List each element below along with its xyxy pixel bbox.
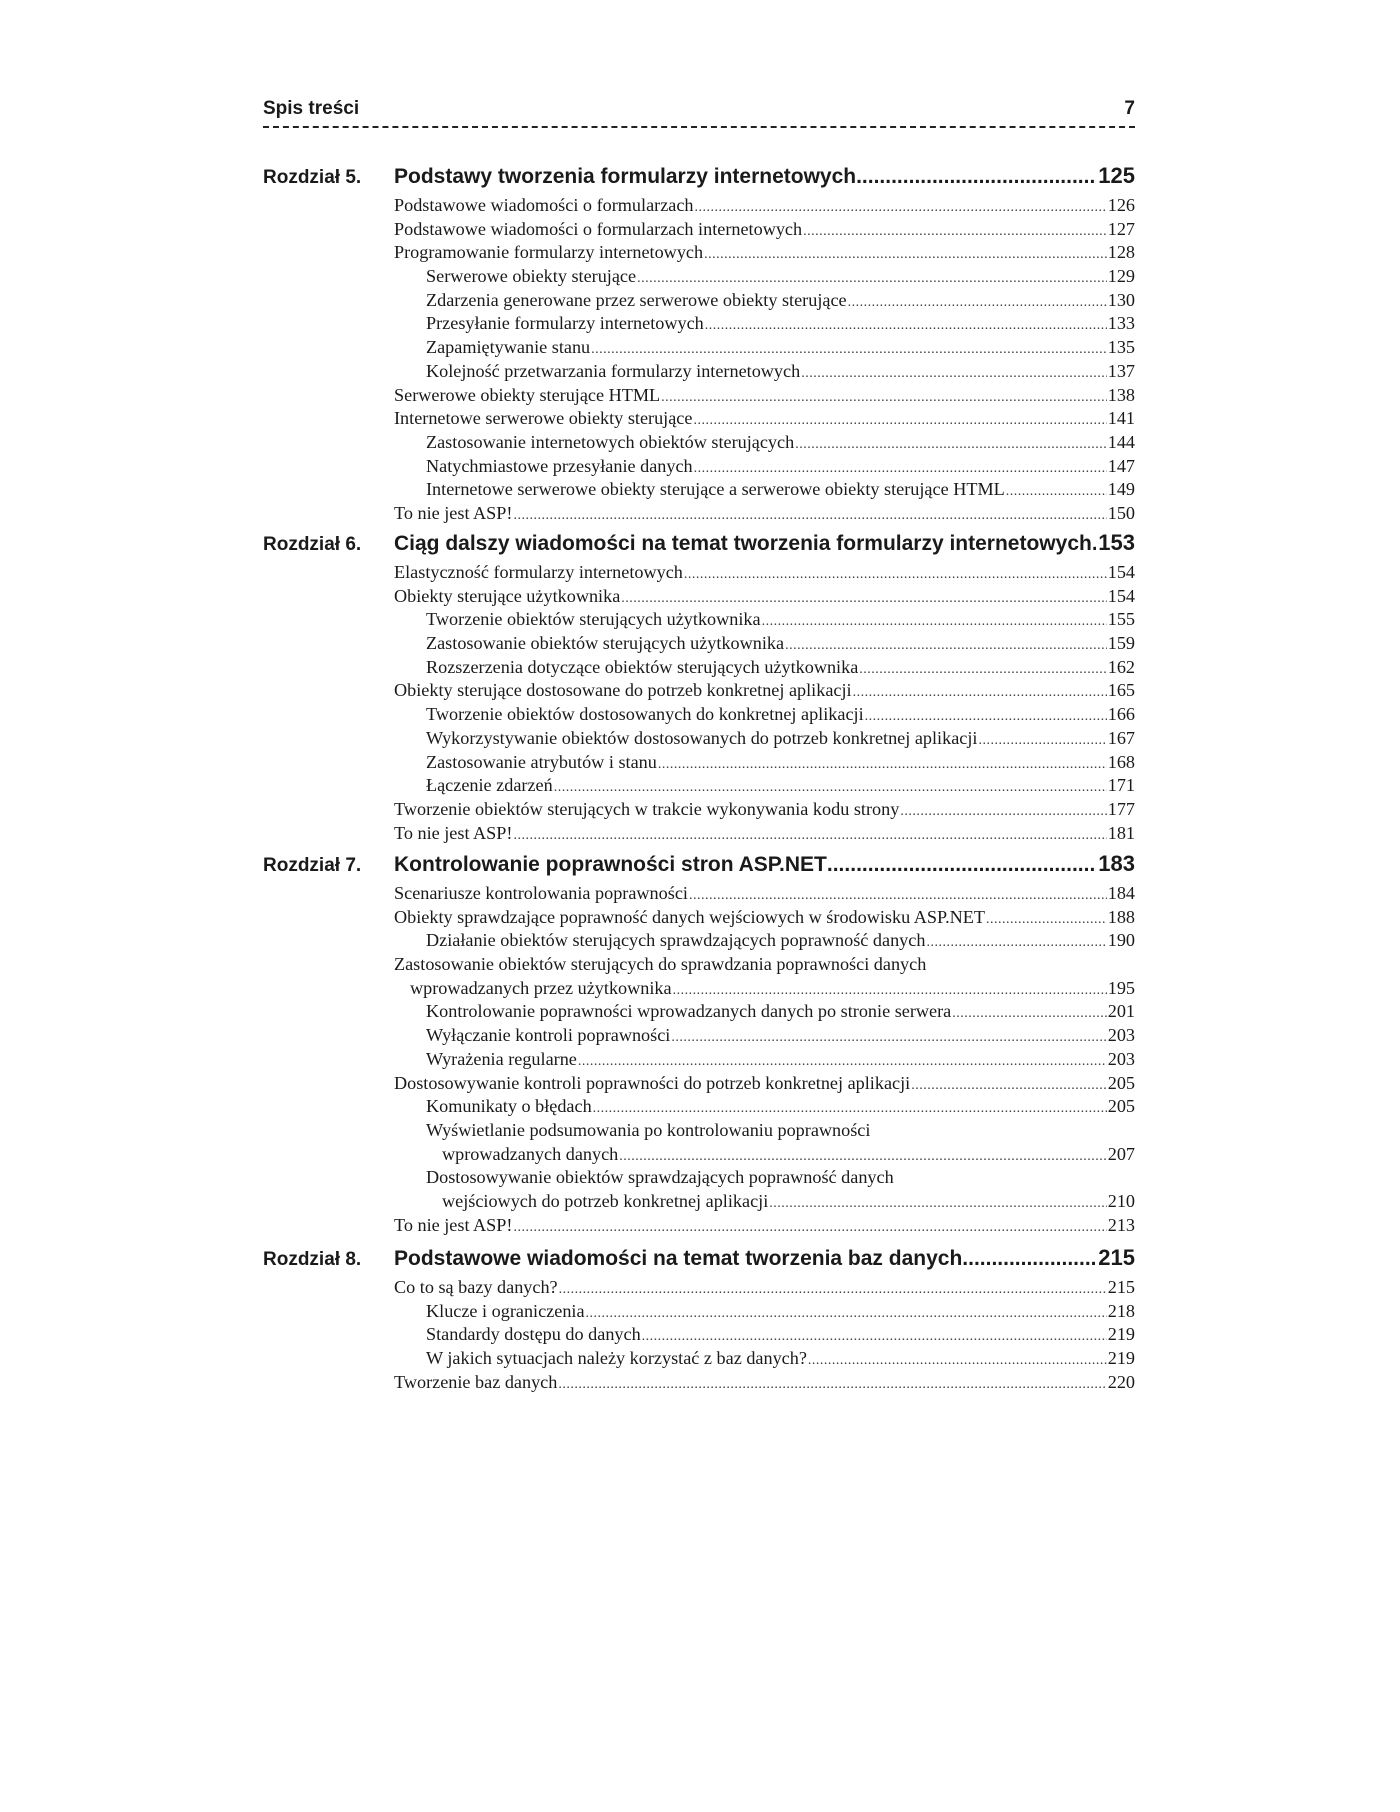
toc-subentry-first-line: Dostosowywanie obiektów sprawdzających poprawność danych (426, 1167, 894, 1188)
header-title: Spis treści (263, 98, 360, 119)
chapter-entries (394, 561, 1135, 845)
leader-dots (827, 853, 1096, 877)
toc-subentry: Standardy dostępu do danych ..... 219 (394, 1323, 1135, 1347)
toc-subentry: Komunikaty o błędach ..... 205 (394, 1095, 1135, 1119)
toc-subentry: Natychmiastowe przesyłanie danych ..... 147 (394, 455, 1135, 479)
toc-entry: To nie jest ASP! ..... 213 (394, 1214, 1135, 1238)
toc-subentry: W jakich sytuacjach należy korzystać z baz danych? ..... 219 (394, 1347, 1135, 1371)
toc-subentry: Wykorzystywanie obiektów dostosowanych do potrzeb konkretnej aplikacji ..... 167 (394, 727, 1135, 751)
toc-entry: Co to są bazy danych? ..... 215 (394, 1276, 1135, 1300)
toc-entry: Obiekty sprawdzające poprawność danych wejściowych w środowisku ASP.NET ..... 188 (394, 906, 1135, 930)
toc-entry: Podstawowe wiadomości o formularzach internetowych ..... 127 (394, 218, 1135, 242)
toc-entry: Tworzenie obiektów sterujących w trakcie wykonywania kodu strony ..... 177 (394, 798, 1135, 822)
running-header (263, 96, 1135, 128)
toc-subentry: Wyrażenia regularne ..... 203 (394, 1048, 1135, 1072)
chapter-label: Rozdział 5. (263, 167, 362, 188)
toc-entry: Programowanie formularzy internetowych ..... 128 (394, 241, 1135, 265)
toc-subentry: Rozszerzenia dotyczące obiektów sterujących użytkownika ..... 162 (394, 656, 1135, 680)
toc-subentry: Zapamiętywanie stanu ..... 135 (394, 336, 1135, 360)
toc-entry: Obiekty sterujące użytkownika ..... 154 (394, 585, 1135, 609)
toc-subentry: Zastosowanie atrybutów i stanu ..... 168 (394, 751, 1135, 775)
chapter-page: 215 (1098, 1245, 1135, 1270)
chapter-heading (263, 851, 1135, 882)
leader-dots (856, 165, 1096, 189)
chapter-entries (394, 882, 1135, 1237)
chapter-heading (263, 1245, 1135, 1276)
toc-entry: Podstawowe wiadomości o formularzach ..... 126 (394, 194, 1135, 218)
toc-entry: To nie jest ASP! ..... 181 (394, 822, 1135, 846)
toc-subentry: Serwerowe obiekty sterujące ..... 129 (394, 265, 1135, 289)
chapter-heading (263, 530, 1135, 561)
toc-subentry: Kontrolowanie poprawności wprowadzanych danych po stronie serwera ..... 201 (394, 1000, 1135, 1024)
leader-dots (962, 1247, 1096, 1271)
toc-entry: Obiekty sterujące dostosowane do potrzeb konkretnej aplikacji ..... 165 (394, 679, 1135, 703)
chapter-label: Rozdział 6. (263, 534, 362, 555)
chapter-7 (263, 851, 1135, 1237)
chapter-entries (394, 1276, 1135, 1394)
toc-subentry: Zastosowanie internetowych obiektów sterujących ..... 144 (394, 431, 1135, 455)
toc-entry: To nie jest ASP! ..... 150 (394, 502, 1135, 526)
toc-entry: Internetowe serwerowe obiekty sterujące ..... 141 (394, 407, 1135, 431)
chapter-label: Rozdział 8. (263, 1249, 362, 1270)
chapter-title: Kontrolowanie poprawności stron ASP.NET (394, 853, 827, 876)
chapter-title: Ciąg dalszy wiadomości na temat tworzenia formularzy internetowych (394, 532, 1092, 555)
chapter-page: 125 (1098, 163, 1135, 188)
toc-entry: Scenariusze kontrolowania poprawności ..... 184 (394, 882, 1135, 906)
header-page-number: 7 (1124, 98, 1135, 119)
toc-subentry: wprowadzanych danych ..... 207 (394, 1143, 1135, 1167)
toc-subentry: wejściowych do potrzeb konkretnej aplikacji ..... 210 (394, 1190, 1135, 1214)
chapter-8 (263, 1245, 1135, 1394)
toc-entry: Dostosowywanie kontroli poprawności do potrzeb konkretnej aplikacji ..... 205 (394, 1072, 1135, 1096)
chapter-6 (263, 530, 1135, 845)
chapter-page: 183 (1098, 851, 1135, 876)
toc-subentry: Kolejność przetwarzania formularzy internetowych ..... 137 (394, 360, 1135, 384)
toc-subentry: Działanie obiektów sterujących sprawdzających poprawność danych ..... 190 (394, 929, 1135, 953)
toc-entry: wprowadzanych przez użytkownika ..... 195 (394, 977, 1135, 1001)
toc-subentry-first-line: Wyświetlanie podsumowania po kontrolowaniu poprawności (426, 1119, 871, 1140)
chapter-label: Rozdział 7. (263, 855, 362, 876)
toc-subentry: Internetowe serwerowe obiekty sterujące a serwerowe obiekty sterujące HTML ..... 149 (394, 478, 1135, 502)
toc-subentry: Klucze i ograniczenia ..... 218 (394, 1300, 1135, 1324)
toc-subentry: Łączenie zdarzeń ..... 171 (394, 774, 1135, 798)
toc-subentry: Zdarzenia generowane przez serwerowe obiekty sterujące ..... 130 (394, 289, 1135, 313)
chapter-entries (394, 194, 1135, 526)
chapter-title: Podstawy tworzenia formularzy internetowych (394, 165, 857, 188)
toc-entry: Serwerowe obiekty sterujące HTML ..... 138 (394, 384, 1135, 408)
chapter-page: 153 (1098, 530, 1135, 555)
toc-subentry: Tworzenie obiektów dostosowanych do konkretnej aplikacji ..... 166 (394, 703, 1135, 727)
toc-subentry: Zastosowanie obiektów sterujących użytkownika ..... 159 (394, 632, 1135, 656)
toc-entry-first-line: Zastosowanie obiektów sterujących do sprawdzania poprawności danych (394, 954, 927, 975)
toc-subentry: Tworzenie obiektów sterujących użytkownika ..... 155 (394, 608, 1135, 632)
toc-entry: Elastyczność formularzy internetowych ..... 154 (394, 561, 1135, 585)
toc-subentry: Przesyłanie formularzy internetowych ..... 133 (394, 312, 1135, 336)
toc-entry: Tworzenie baz danych ..... 220 (394, 1371, 1135, 1395)
chapter-title: Podstawowe wiadomości na temat tworzenia baz danych (394, 1247, 963, 1270)
chapter-heading (263, 163, 1135, 194)
toc-subentry: Wyłączanie kontroli poprawności ..... 203 (394, 1024, 1135, 1048)
chapter-5 (263, 163, 1135, 526)
